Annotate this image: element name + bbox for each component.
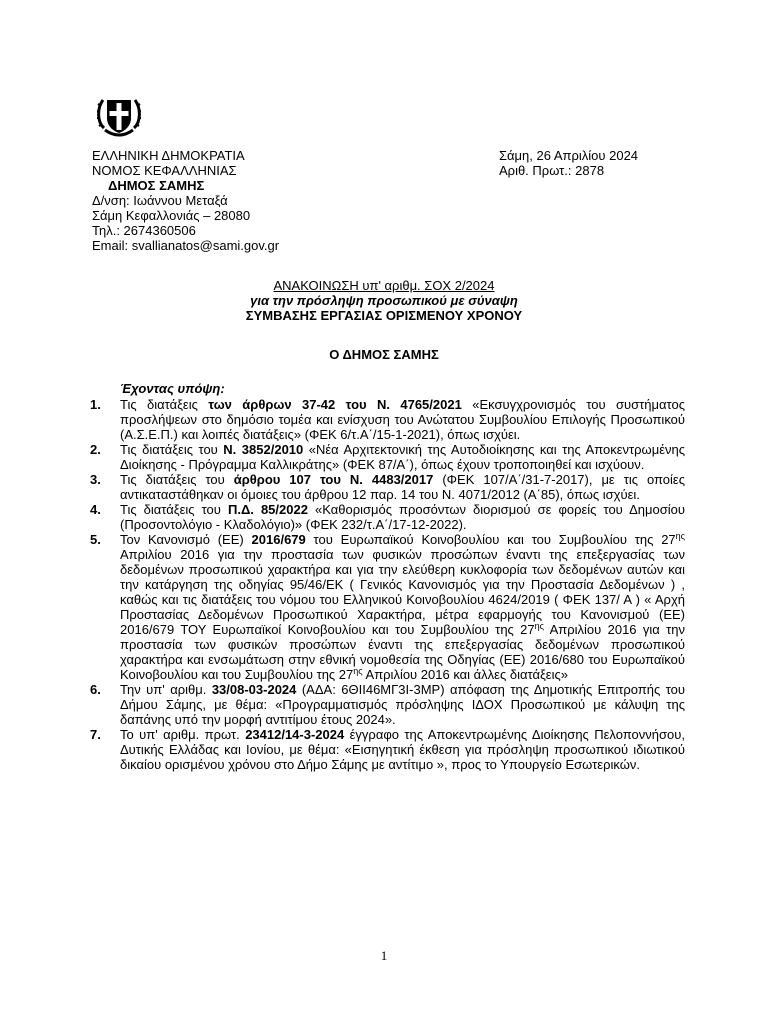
item-text: Το υπ' αριθμ. πρωτ.: [120, 727, 246, 742]
issuer-city: Σάμη Κεφαλλονιάς – 28080: [92, 208, 251, 223]
consideration-item: [90, 532, 685, 682]
item-text: Τις διατάξεις του: [120, 502, 228, 517]
item-text: (ΦΕΚ 107/Α΄/31-7-2017), με τις οποίες αντικαταστάθηκαν οι όμοιες του άρθρου 12 παρ. 14 του Ν. 4071/2012 (Α΄85), όπως ισχύει.: [120, 472, 685, 502]
document-date: Σάμη, 26 Απριλίου 2024: [499, 148, 639, 163]
title-line-3: ΣΥΜΒΑΣΗΣ ΕΡΓΑΣΙΑΣ ΟΡΙΣΜΕΝΟΥ ΧΡΟΝΟΥ: [245, 308, 523, 323]
ordinal-suffix: ης: [675, 531, 685, 541]
hellenic-republic-emblem-icon: [97, 92, 141, 142]
item-reference: των άρθρων 37-42 του Ν. 4765/2021: [208, 397, 462, 412]
ordinal-suffix: ης: [534, 621, 544, 631]
item-reference: Π.Δ. 85/2022: [227, 502, 308, 517]
issuer-prefecture: ΝΟΜΟΣ ΚΕΦΑΛΛΗΝΙΑΣ: [92, 163, 237, 178]
page-number: 1: [380, 948, 388, 963]
item-text: Απριλίου 2016 για την προστασία των φυσικών προσώπων έναντι της επεξεργασίας δεδομένων προσωπικού χαρακτήρα και ενσωμάτωση στην εθνική νομοθεσία της Οδηγίας (ΕΕ) 2016/680 του Ευρωπαϊκού Κοινοβουλίου και του Συμβουλίου της 27: [120, 622, 685, 682]
protocol-number: Αριθ. Πρωτ.: 2878: [499, 163, 605, 178]
issuer-address: Δ/νση: Ιωάννου Μεταξά: [92, 193, 228, 208]
consideration-item: [90, 397, 685, 442]
issuer-block: [92, 148, 279, 253]
item-number: 4.: [90, 502, 101, 517]
item-text: Απριλίου 2016 και άλλες διατάξεις»: [362, 667, 568, 682]
ordinal-suffix: ης: [353, 666, 363, 676]
date-protocol-block: [499, 148, 638, 178]
item-text: Τον Κανονισμό (ΕΕ): [120, 532, 252, 547]
consideration-item: [90, 472, 685, 502]
title-line-2: για την πρόσληψη προσωπικού με σύναψη: [250, 293, 518, 308]
item-text: Την υπ' αριθμ.: [120, 682, 212, 697]
consideration-item: [90, 442, 685, 472]
consideration-item: [90, 727, 685, 772]
item-reference: 33/08-03-2024: [211, 682, 297, 697]
item-number: 1.: [90, 397, 101, 412]
item-text: έγγραφο της Αποκεντρωμένης Διοίκησης Πελοποννήσου, Δυτικής Ελλάδας και Ιονίου, με θέμα: «Εισηγητική έκθεση για πρόσληψη προσωπικού ιδιωτικού δικαίου ορισμένου χρόνου στο Δήμο Σάμης με αντίτιμο », προς το Υπουργείο Εσωτερικών.: [120, 727, 685, 772]
item-text: του Ευρωπαϊκού Κοινοβουλίου και του Συμβουλίου της 27: [305, 532, 676, 547]
item-number: 5.: [90, 532, 101, 547]
title-line-1: ΑΝΑΚΟΙΝΩΣΗ υπ' αριθμ. ΣΟΧ 2/2024: [273, 278, 495, 293]
issuer-email: Email: svallianatos@sami.gov.gr: [92, 238, 280, 253]
item-reference: Ν. 3852/2010: [223, 442, 304, 457]
item-reference: 2016/679: [251, 532, 306, 547]
issuer-municipality: ΔΗΜΟΣ ΣΑΜΗΣ: [108, 178, 205, 193]
item-text: (ΑΔΑ: 6ΘΙΙ46ΜΓ3Ι-3ΜΡ) απόφαση της Δημοτικής Επιτροπής του Δήμου Σάμης, με θέμα: «Προγραμματισμός πρόσληψης ΙΔΟΧ Προσωπικού με κάλυψη της δαπάνης υπό την μορφή αντιτίμου έτους 2024».: [120, 682, 685, 727]
item-number: 2.: [90, 442, 101, 457]
item-text: «Εκσυγχρονισμός του συστήματος προσλήψεων στο δημόσιο τομέα και ενίσχυση του Ανώτατου Συμβουλίου Επιλογής Προσωπικού (Α.Σ.Ε.Π.) και λοιπές διατάξεις» (ΦΕΚ 6/τ.Α΄/15-1-2021), όπως ισχύει.: [120, 397, 685, 442]
item-text: «Καθορισμός προσόντων διορισμού σε φορείς του Δημοσίου (Προσοντολόγιο - Κλαδολόγιο)» (ΦΕΚ 232/τ.Α΄/17-12-2022).: [120, 502, 686, 532]
item-text: Τις διατάξεις του: [120, 472, 234, 487]
issuer-phone: Τηλ.: 2674360506: [92, 223, 196, 238]
item-reference: άρθρου 107 του Ν. 4483/2017: [233, 472, 434, 487]
issuing-authority-heading: Ο ΔΗΜΟΣ ΣΑΜΗΣ: [329, 347, 439, 362]
item-number: 7.: [90, 727, 101, 742]
consideration-item: [90, 682, 685, 727]
item-text: Τις διατάξεις: [120, 397, 209, 412]
item-text: «Νέα Αρχιτεκτονική της Αυτοδιοίκησης και της Αποκεντρωμένης Διοίκησης - Πρόγραμμα Καλλικράτης» (ΦΕΚ 87/Α΄), όπως έχουν τροποποιηθεί και ισχύουν.: [120, 442, 685, 472]
item-number: 3.: [90, 472, 101, 487]
item-text: Απριλίου 2016 για την προστασία των φυσικών προσώπων έναντι της επεξεργασίας των δεδομένων προσωπικού χαρακτήρα και για την ελεύθερη κυκλοφορία των δεδομένων αυτών και την κατάργηση της οδηγίας 95/46/ΕΚ ( Γενικός Κανονισμός για την Προστασία Δεδομένων ) , καθώς και τις διατάξεις του νόμου του Ελληνικού Κοινοβουλίου 4624/2019 ( ΦΕΚ 137/ Α ) « Αρχή Προστασίας Δεδομένων Προσωπικού Χαρακτήρα, μέτρα εφαρμογής του Κανονισμού (ΕΕ) 2016/679 ΤΟΥ Ευρωπαϊκοί Κοινοβουλίου και του Συμβουλίου της 27: [120, 547, 685, 637]
item-text: Τις διατάξεις του: [120, 442, 224, 457]
considerations-list: [90, 397, 685, 772]
considerations-heading: Έχοντας υπόψη:: [120, 381, 225, 396]
item-reference: 23412/14-3-2024: [245, 727, 345, 742]
announcement-title: [0, 278, 768, 323]
issuer-country: ΕΛΛΗΝΙΚΗ ΔΗΜΟΚΡΑΤΙΑ: [92, 148, 245, 163]
item-number: 6.: [90, 682, 101, 697]
consideration-item: [90, 502, 685, 532]
